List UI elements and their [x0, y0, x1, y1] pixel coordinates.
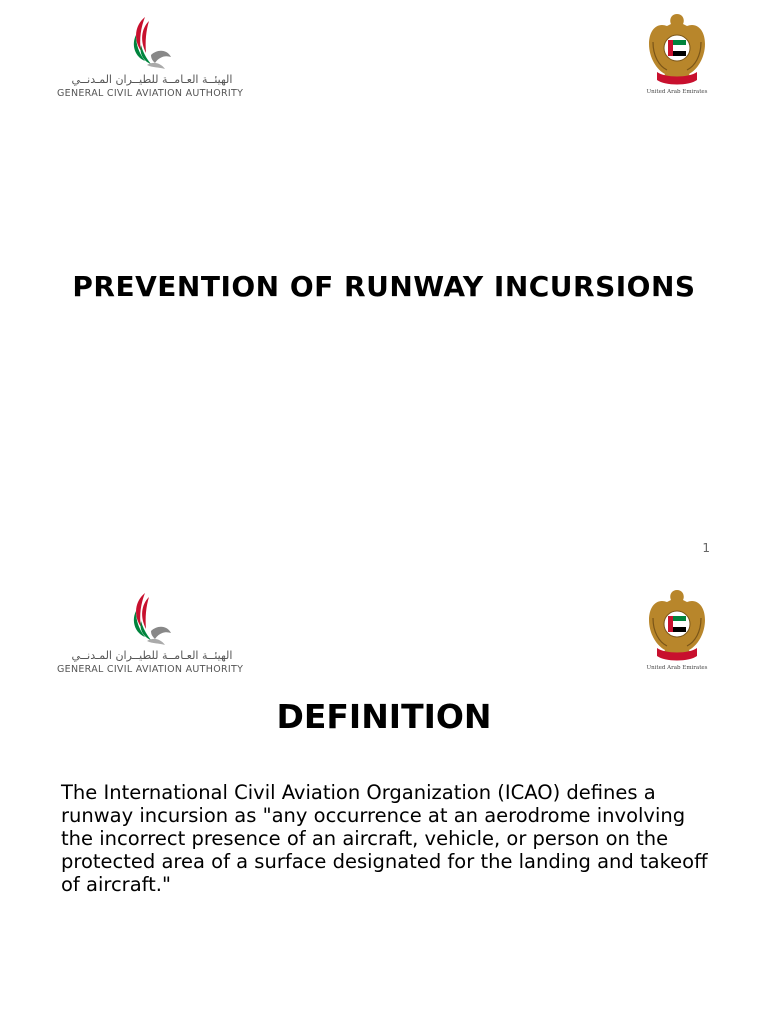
falcon-emblem-icon: [647, 588, 707, 664]
definition-text: The International Civil Aviation Organization (ICAO) defines a runway incursion as "any occurrence at an aerodrome involving the incorrect presence of an aircraft, vehicle, or person on the protected area of a surface designated for the landing and takeoff of aircraft.": [61, 781, 708, 896]
slide-title: DEFINITION: [276, 697, 492, 736]
gcaa-english-name: GENERAL CIVIL AVIATION AUTHORITY: [57, 88, 244, 99]
uae-caption: United Arab Emirates: [646, 665, 708, 671]
uae-emblem: [645, 12, 709, 98]
gcaa-logo: [55, 591, 255, 681]
gcaa-english-name: GENERAL CIVIL AVIATION AUTHORITY: [57, 664, 244, 675]
falcon-emblem-icon: [647, 12, 707, 88]
slide-2: [0, 576, 768, 1024]
falcon-wing-icon: [127, 591, 177, 647]
gcaa-arabic-name: الهيئــة العـامــة للطيــران المـدنــي: [71, 649, 233, 662]
falcon-wing-icon: [127, 15, 177, 71]
gcaa-logo: [55, 15, 255, 105]
uae-caption: United Arab Emirates: [646, 89, 708, 95]
slide-title: PREVENTION OF RUNWAY INCURSIONS: [72, 270, 696, 303]
gcaa-arabic-name: الهيئــة العـامــة للطيــران المـدنــي: [71, 73, 233, 86]
uae-emblem: [645, 588, 709, 674]
page-number: 1: [702, 541, 710, 555]
